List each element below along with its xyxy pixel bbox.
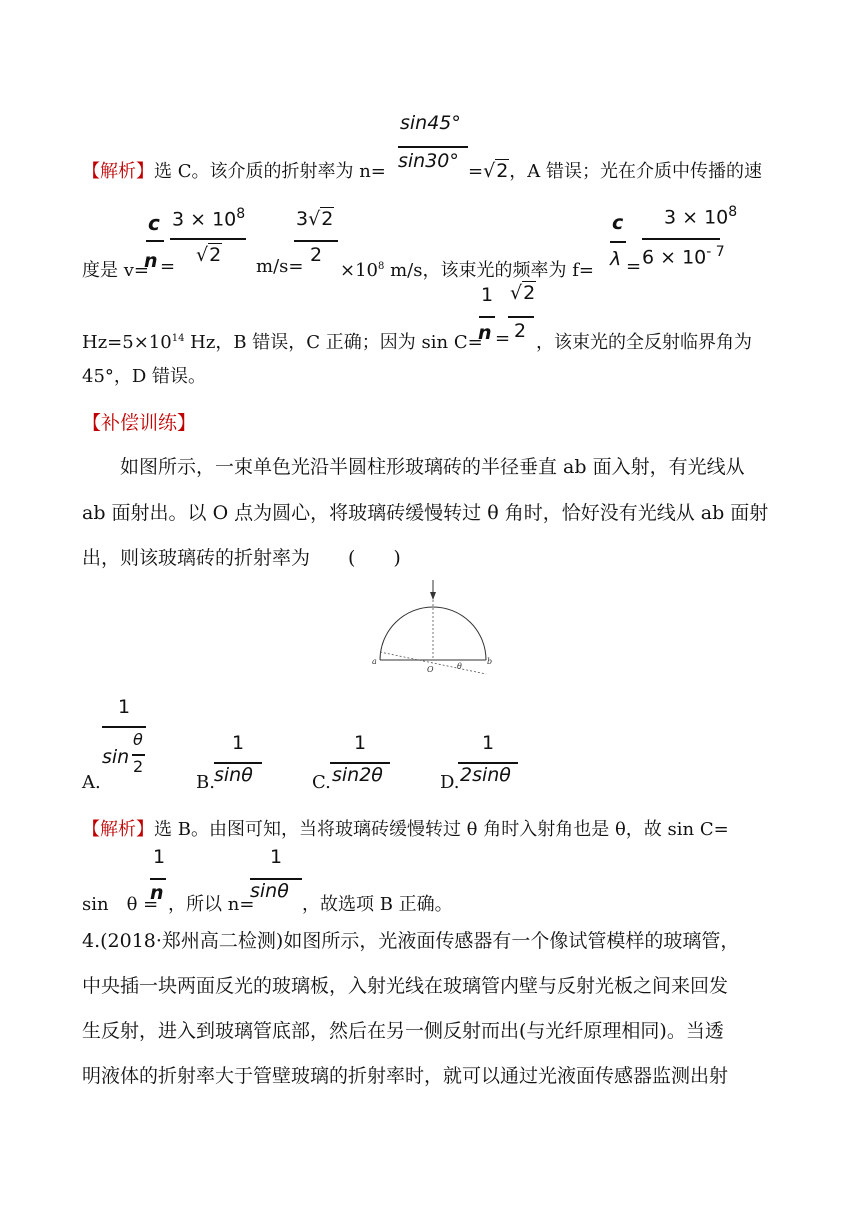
answer-denominator: sinθ [250,880,289,902]
q4-line-4: 明液体的折射率大于管壁玻璃的折射率时，就可以通过光液面传感器监测出射 [82,1065,729,1087]
label-theta: θ [457,662,462,671]
answer-line-2a: sin θ = [82,894,159,915]
fraction-bar [398,146,468,148]
fraction-bar [132,754,145,756]
equals: = [160,256,176,277]
unit-ms: m/s= [256,256,304,277]
fraction-bar [508,316,534,318]
practice-title: 【补偿训练】 [82,412,197,434]
practice-para-1: 如图所示，一束单色光沿半圆柱形玻璃砖的半径垂直 ab 面入射，有光线从 [120,456,745,478]
equals: = [495,328,511,349]
fraction-bar [610,241,626,243]
label-o: O [427,665,434,674]
label-a: a [372,657,377,666]
fraction-bar [150,878,166,880]
answer-line-1: 【解析】选 B。由图可知，当将玻璃砖缓慢转过 θ 角时入射角也是 θ，故 sin C= [82,819,729,840]
sqrt-denominator: √2 [196,244,222,266]
c-letter: c [148,211,160,235]
analysis-line-1: 【解析】选 C。该介质的折射率为 n= [82,161,386,182]
label-b: b [487,657,493,666]
fraction-numerator: $3 \times 10^8$ [664,204,738,229]
option-a-label[interactable]: A. [82,772,101,793]
option-c-label[interactable]: C. [312,772,331,793]
answer-tag: 【解析】 [82,819,154,840]
n-letter: n [150,882,164,904]
fraction-numerator: 3√2 [296,208,334,230]
option-a-numerator: 1 [118,696,131,718]
fraction-bar [479,316,495,318]
analysis-line-3-rest: ，该束光的全反射临界角为 [536,332,752,353]
answer-line-2c: ，故选项 B 正确。 [302,894,453,915]
semicircle-glass-figure [365,576,505,686]
practice-para-3: 出，则该玻璃砖的折射率为 ( ) [82,547,401,569]
analysis-line-3: $Hz=5\times 10^{14}$ Hz，B 错误，C 正确；因为 sin C= [82,332,483,353]
fraction-numerator: sin45° [400,112,461,134]
option-a-two: 2 [133,757,144,776]
answer-numerator: 1 [153,846,166,868]
arrow-head-icon [430,592,436,600]
answer-line-2b: ，所以 n= [168,894,255,915]
fraction-denominator: 2 [310,244,323,266]
equals: = [626,256,642,277]
practice-para-2: ab 面射出。以 O 点为圆心，将玻璃砖缓慢转过 θ 角时，恰好没有光线从 ab 面射 [82,502,769,524]
n-letter: n [478,322,492,344]
option-b-denominator: sinθ [214,764,253,786]
option-b-label[interactable]: B. [196,772,215,793]
fraction-denominator: sin30° [398,150,459,172]
fraction-bar [102,726,146,728]
fraction-bar [294,240,338,242]
fraction-denominator: $6 \times 10^{- 7}$ [642,244,725,269]
analysis-tag: 【解析】 [82,161,154,182]
c-letter: c [612,212,624,234]
q4-line-3: 生反射，进入到玻璃管底部，然后在另一侧反射而出(与光纤原理相同)。当透 [82,1020,724,1042]
fraction-denominator: 2 [514,320,527,342]
fraction-bar [146,240,164,242]
n-letter: n [144,250,158,272]
option-a-theta: θ [133,730,143,749]
fraction-bar [170,238,246,240]
q4-line-1: 4.(2018·郑州高二检测)如图所示，光液面传感器有一个像试管模样的玻璃管， [82,930,740,952]
option-c-numerator: 1 [354,732,367,754]
option-b-numerator: 1 [232,732,245,754]
option-d-denominator: 2sinθ [460,764,511,786]
answer-numerator: 1 [270,846,283,868]
fraction-bar [642,238,720,240]
lambda-letter: λ [610,248,622,270]
q4-line-2: 中央插一块两面反光的玻璃板，入射光线在玻璃管内壁与反射光板之间来回发 [82,975,729,997]
analysis-line-2-rest: $\times 10^8$ m/s，该束光的频率为 f= [340,260,594,281]
analysis-line-1-rest: =√2，A 错误；光在介质中传播的速 [468,160,763,182]
analysis-line-2: 度是 v= [82,260,149,281]
fraction-numerator: 1 [481,284,494,306]
sqrt-value: 2 [496,160,509,182]
fraction-numerator: $3 \times 10^8$ [172,206,246,231]
analysis-line-4: 45°，D 错误。 [82,366,207,387]
fraction-numerator: √2 [510,282,536,304]
option-d-numerator: 1 [482,732,495,754]
option-d-label[interactable]: D. [440,772,460,793]
option-c-denominator: sin2θ [332,764,383,786]
option-a-denominator-sin: sin [102,746,130,768]
